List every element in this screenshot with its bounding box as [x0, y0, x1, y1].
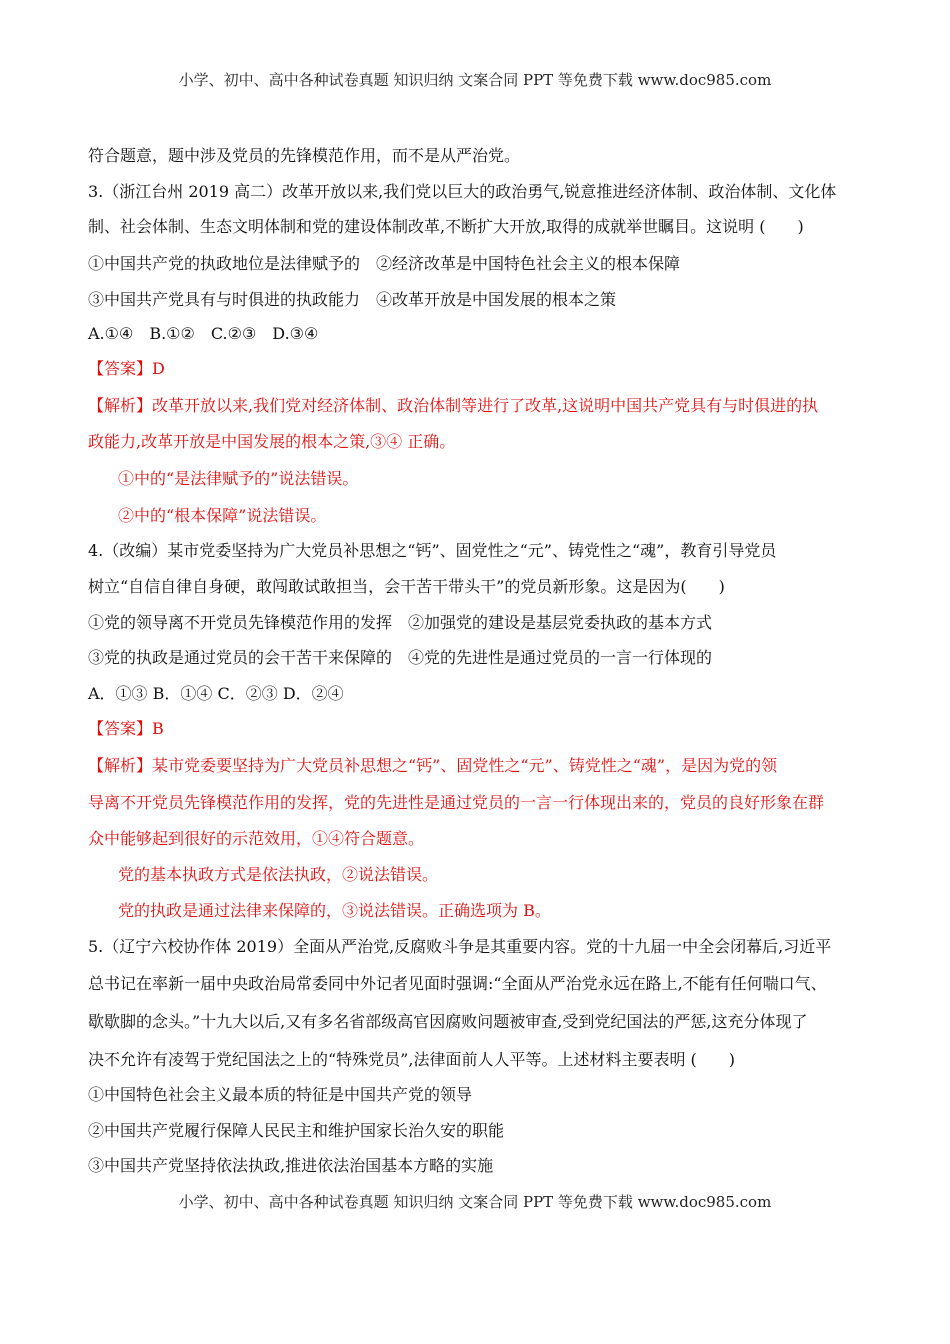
text-line: 符合题意，题中涉及党员的先锋模范作用，而不是从严治党。 — [88, 146, 521, 165]
choices-line: A．①③ B．①④ C．②③ D．②④ — [88, 684, 344, 703]
question-line: 决不允许有凌驾于党纪国法之上的“特殊党员”,法律面前人人平等。上述材料主要表明 ( ) — [88, 1050, 736, 1069]
option-line: ③党的执政是通过党员的会干苦干来保障的 ④党的先进性是通过党员的一言一行体现的 — [88, 648, 713, 667]
question-line: 5.（辽宁六校协作体 2019）全面从严治党,反腐败斗争是其重要内容。党的十九届一中全会闭幕后,习近平 — [88, 937, 832, 956]
answer-line: 【答案】D — [88, 359, 165, 378]
analysis-line: 党的执政是通过法律来保障的，③说法错误。正确选项为 B。 — [118, 901, 551, 920]
analysis-line: ②中的“根本保障”说法错误。 — [118, 506, 327, 525]
option-line: ①中国共产党的执政地位是法律赋予的 ②经济改革是中国特色社会主义的根本保障 — [88, 254, 681, 273]
option-line: ③中国共产党坚持依法执政,推进依法治国基本方略的实施 — [88, 1156, 494, 1175]
question-line: 总书记在率新一届中央政治局常委同中外记者见面时强调:“全面从严治党永远在路上,不能有任何喘口气、 — [88, 974, 827, 993]
analysis-line: ①中的“是法律赋予的”说法错误。 — [118, 469, 359, 488]
analysis-line: 政能力,改革开放是中国发展的根本之策,③④ 正确。 — [88, 432, 456, 451]
analysis-line: 导离不开党员先锋模范作用的发挥，党的先进性是通过党员的一言一行体现出来的，党员的良好形象在群 — [88, 793, 825, 812]
question-line: 制、社会体制、生态文明体制和党的建设体制改革,不断扩大开放,取得的成就举世瞩目。这说明 ( ) — [88, 217, 804, 236]
question-line: 3.（浙江台州 2019 高二）改革开放以来,我们党以巨大的政治勇气,锐意推进经济体制、政治体制、文化体 — [88, 182, 837, 201]
option-line: ①中国特色社会主义最本质的特征是中国共产党的领导 — [88, 1085, 473, 1104]
page-header: 小学、初中、高中各种试卷真题 知识归纳 文案合同 PPT 等免费下载 www.doc985.com — [178, 71, 772, 89]
analysis-line: 党的基本执政方式是依法执政，②说法错误。 — [118, 865, 439, 884]
page-footer: 小学、初中、高中各种试卷真题 知识归纳 文案合同 PPT 等免费下载 www.doc985.com — [178, 1193, 772, 1211]
answer-line: 【答案】B — [88, 719, 164, 738]
option-line: ③中国共产党具有与时俱进的执政能力 ④改革开放是中国发展的根本之策 — [88, 290, 617, 309]
choices-line: A.①④ B.①② C.②③ D.③④ — [88, 324, 319, 343]
question-line: 歇歇脚的念头。”十九大以后,又有多名省部级高官因腐败问题被审查,受到党纪国法的严惩,这充分体现了 — [88, 1012, 808, 1031]
option-line: ②中国共产党履行保障人民民主和维护国家长治久安的职能 — [88, 1121, 505, 1140]
analysis-line: 众中能够起到很好的示范效用，①④符合题意。 — [88, 829, 425, 848]
question-line: 4.（改编）某市党委坚持为广大党员补思想之“钙”、固党性之“元”、铸党性之“魂”，教育引导党员 — [88, 541, 777, 560]
question-line: 树立“自信自律自身硬，敢闯敢试敢担当，会干苦干带头干”的党员新形象。这是因为( ) — [88, 577, 725, 596]
analysis-line: 【解析】某市党委要坚持为广大党员补思想之“钙”、固党性之“元”、铸党性之“魂”，是因为党的领 — [88, 756, 778, 775]
analysis-line: 【解析】改革开放以来,我们党对经济体制、政治体制等进行了改革,这说明中国共产党具有与时俱进的执 — [88, 396, 819, 415]
option-line: ①党的领导离不开党员先锋模范作用的发挥 ②加强党的建设是基层党委执政的基本方式 — [88, 613, 713, 632]
